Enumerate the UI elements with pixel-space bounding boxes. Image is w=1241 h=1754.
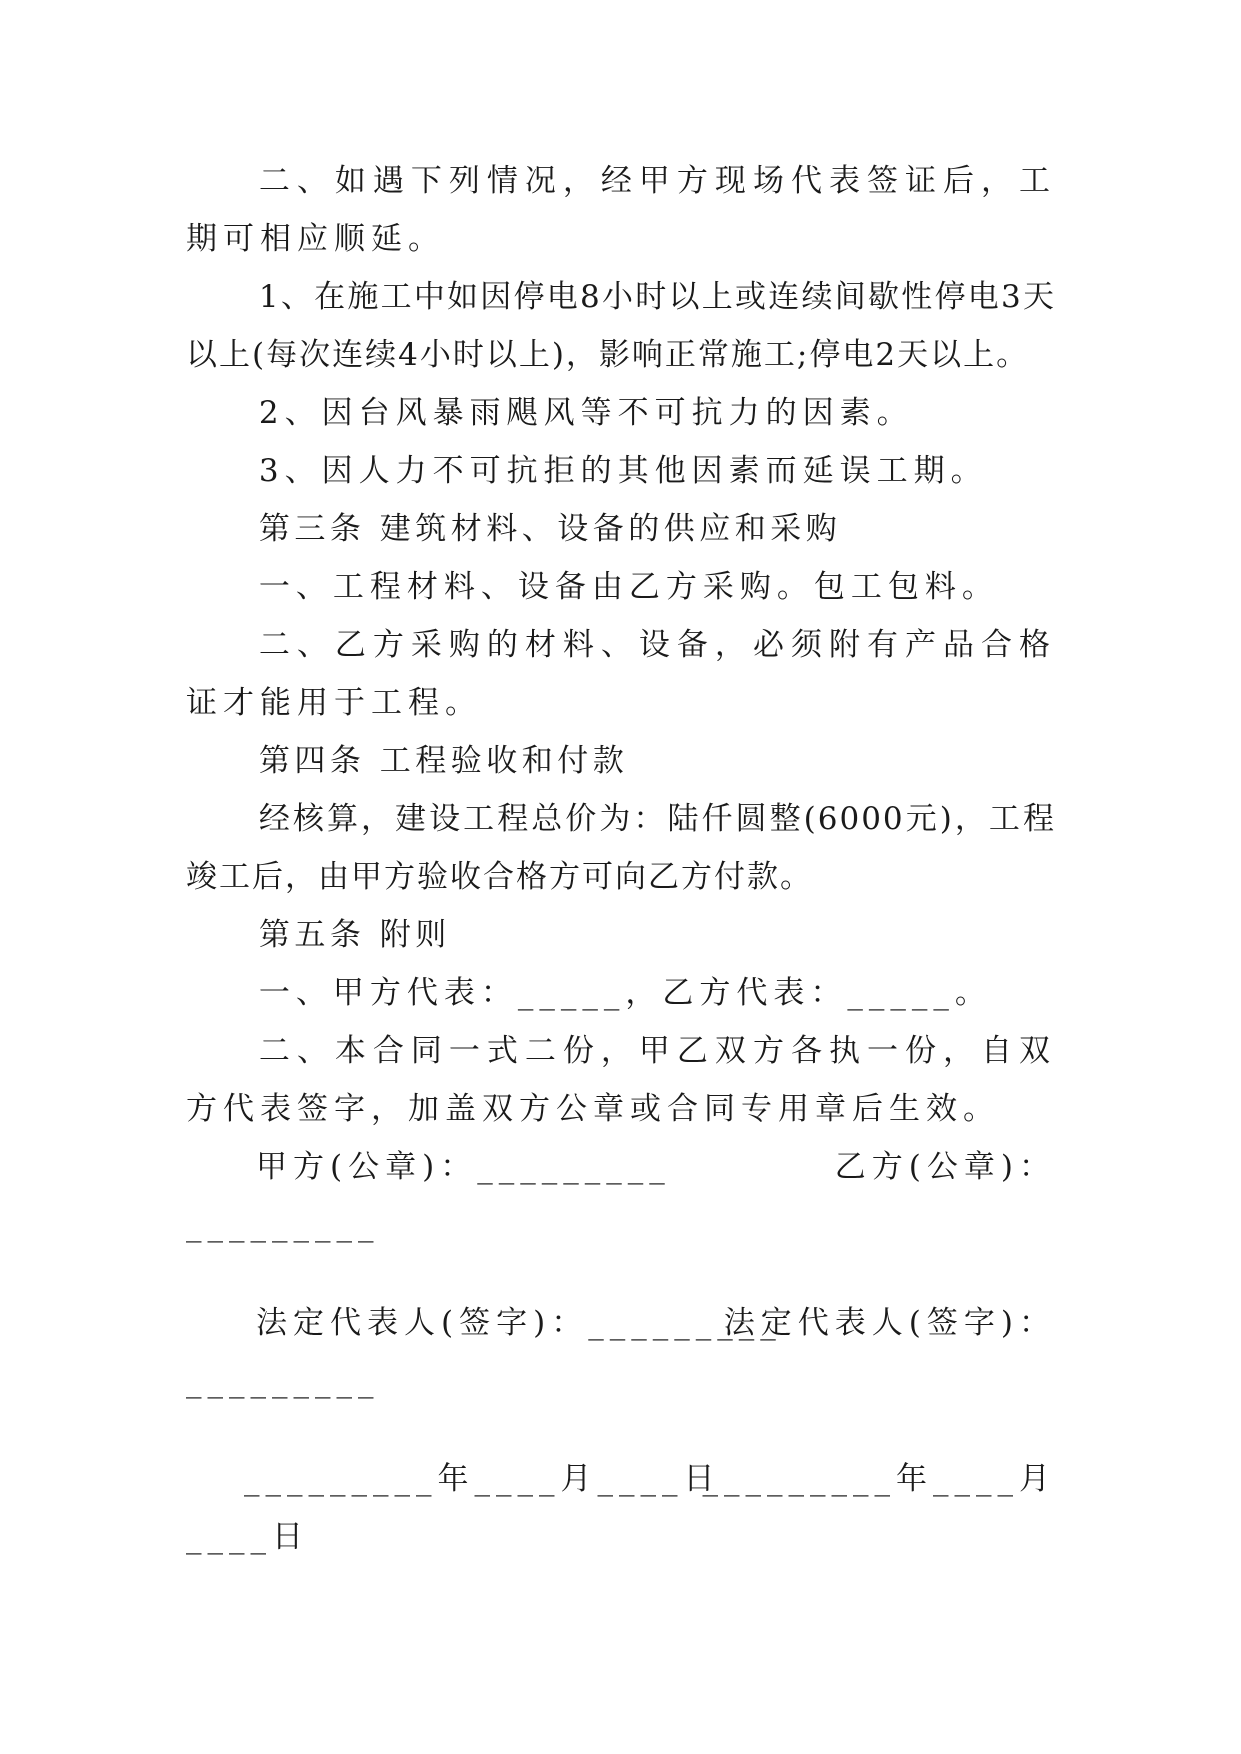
paragraph-representatives: 一、甲方代表：_____，乙方代表：_____。 (258, 975, 992, 1011)
document-body (186, 152, 1056, 1566)
party-b-representative-blank: _________ (186, 1363, 380, 1399)
party-b-representative: 法定代表人(签字)： (723, 1305, 1056, 1341)
paragraph-payment: 经核算，建设工程总价为：陆仟圆整(6000元)，工程竣工后，由甲方验收合格方可向乙方付款。 (186, 801, 1056, 895)
party-b-seal-blank: _________ (186, 1207, 380, 1243)
paragraph-schedule-extension: 二、如遇下列情况，经甲方现场代表签证后，工期可相应顺延。 (186, 163, 1056, 257)
representative-row (186, 1294, 1056, 1352)
paragraph-force-majeure: 2、因台风暴雨飓风等不可抗力的因素。 (258, 395, 914, 431)
paragraph-copies-effect: 二、本合同一式二份，甲乙双方各执一份，自双方代表签字，加盖双方公章或合同专用章后生效。 (186, 1033, 1056, 1127)
paragraph-material-certificates: 二、乙方采购的材料、设备，必须附有产品合格证才能用于工程。 (186, 627, 1056, 721)
date-row (186, 1450, 1056, 1508)
heading-article-three: 第三条 建筑材料、设备的供应和采购 (258, 511, 842, 547)
seal-row (186, 1138, 1056, 1196)
heading-article-four: 第四条 工程验收和付款 (258, 743, 629, 779)
party-b-seal: 乙方(公章)： (834, 1149, 1056, 1185)
heading-article-five: 第五条 附则 (258, 917, 451, 953)
party-a-date: _________年____月____日 (244, 1461, 721, 1497)
party-b-date: _________年____月 (702, 1461, 1056, 1497)
paragraph-material-procurement: 一、工程材料、设备由乙方采购。包工包料。 (258, 569, 999, 605)
party-b-date-day: ____日 (186, 1519, 309, 1555)
paragraph-power-outage: 1、在施工中如因停电8小时以上或连续间歇性停电3天以上(每次连续4小时以上)，影响正常施工;停电2天以上。 (186, 279, 1056, 373)
party-a-representative: 法定代表人(签字)：_________ (256, 1305, 782, 1341)
party-a-seal: 甲方(公章)：_________ (256, 1149, 671, 1185)
paragraph-other-factors: 3、因人力不可抗拒的其他因素而延误工期。 (258, 453, 988, 489)
